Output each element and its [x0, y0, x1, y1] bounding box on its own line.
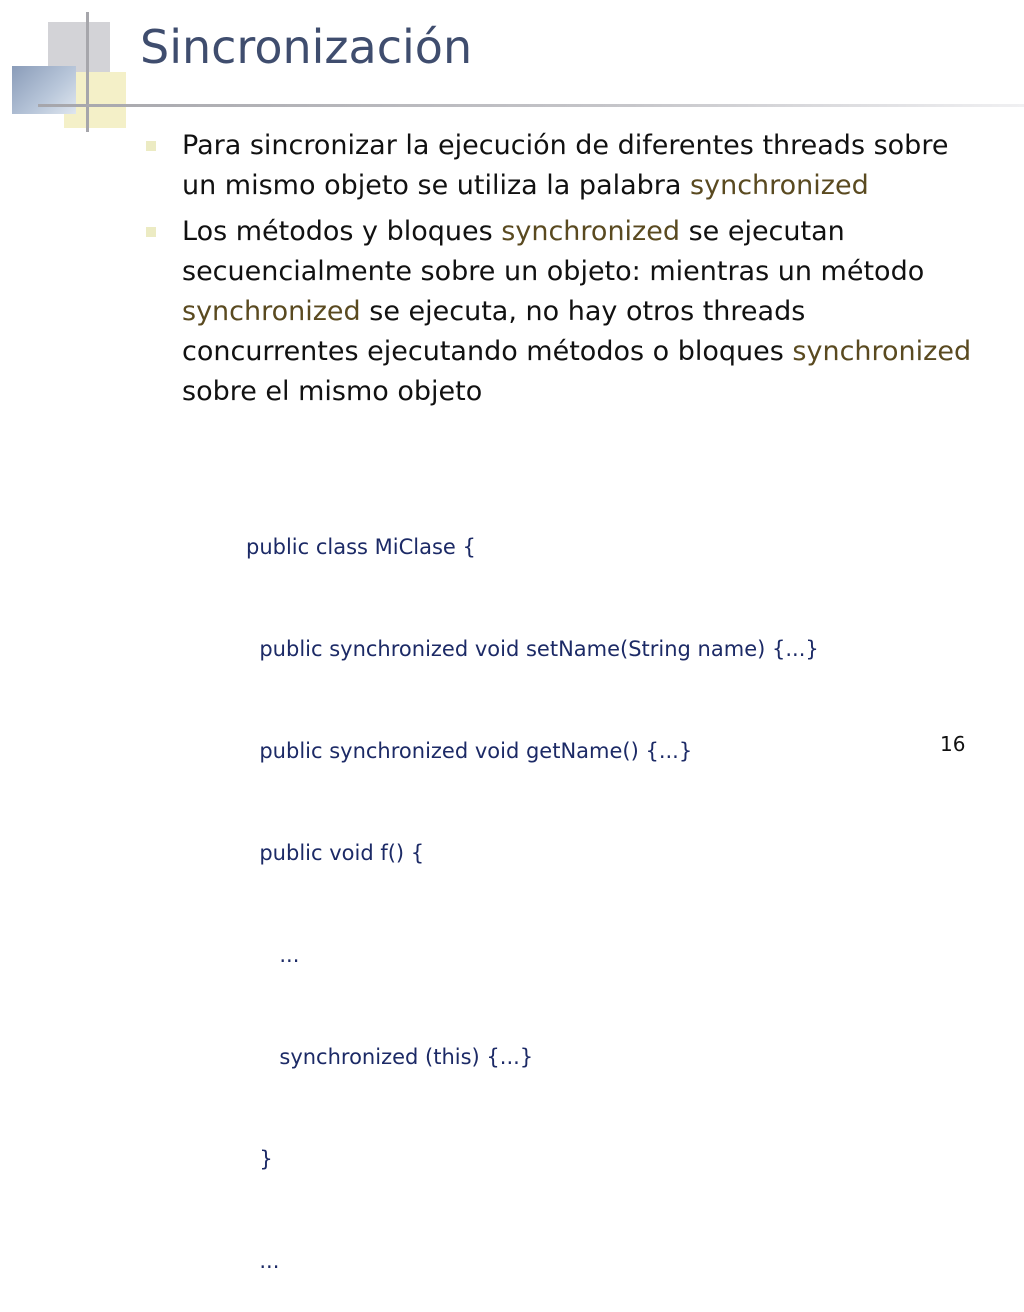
bullet-item: [140, 126, 990, 206]
code-line: }: [246, 1147, 273, 1171]
code-line: public void f() {: [246, 841, 425, 865]
code-block: [246, 462, 819, 1312]
title-underline: [38, 104, 1024, 107]
code-line: ...: [246, 1249, 280, 1273]
keyword-synchronized: synchronized: [792, 336, 972, 367]
code-line: synchronized (this) {...}: [246, 1045, 534, 1069]
bullet-text: Los métodos y bloques: [182, 216, 502, 247]
bullet-text: se ejecuta, no hay otros threads concurrentes ejecutando métodos o bloques: [182, 296, 806, 367]
code-line: public class MiClase {: [246, 535, 476, 559]
keyword-synchronized: synchronized: [501, 216, 680, 247]
code-line: public synchronized void getName() {...}: [246, 739, 693, 763]
bullet-text: se ejecutan secuencialmente sobre un objeto: mientras un método: [182, 216, 925, 287]
bullet-text: Para sincronizar la ejecución de diferentes threads sobre un mismo objeto se utiliza la palabra: [182, 130, 949, 201]
bullet-list: [140, 126, 990, 412]
bullet-marker-icon: [146, 141, 156, 151]
keyword-synchronized: synchronized: [690, 170, 869, 201]
code-line: public synchronized void setName(String name) {...}: [246, 637, 819, 661]
bullet-item: [140, 212, 990, 412]
keyword-synchronized: synchronized: [182, 296, 361, 327]
code-line: ...: [246, 943, 300, 967]
bullet-text: sobre el mismo objeto: [182, 376, 483, 407]
decor-vertical-line: [86, 12, 89, 132]
slide-title: Sincronización: [140, 20, 473, 74]
bullet-marker-icon: [146, 227, 156, 237]
page-number: 16: [940, 732, 966, 756]
